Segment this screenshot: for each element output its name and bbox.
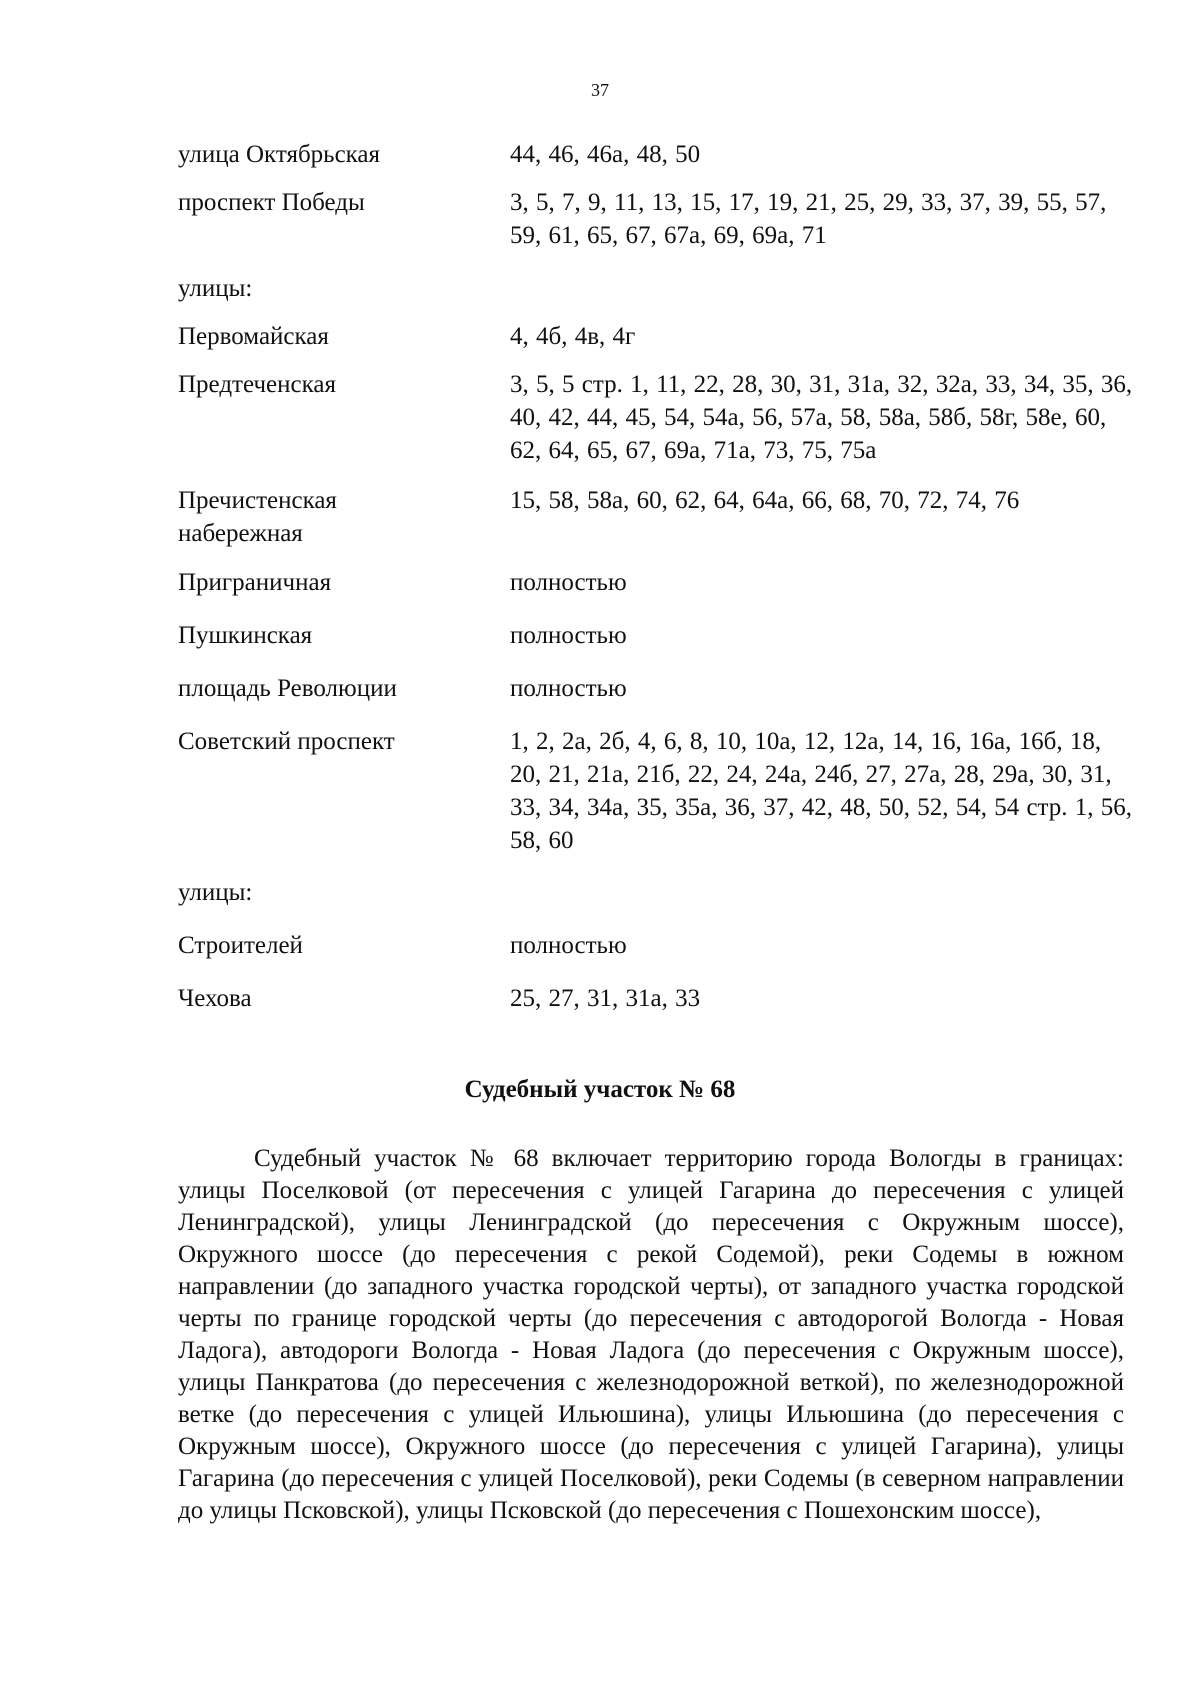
house-numbers: 3, 5, 5 стр. 1, 11, 22, 28, 30, 31, 31а, 32, 32а, 33, 34, 35, 36, 40, 42, 44, 45, 54, 54а, 56, 57а, 58, 58а, 58б, 58г, 58е, 60, 62, 64, 65, 67, 69а, 71а, 73, 75, 75а [510,371,1133,464]
address-row [178,725,1138,857]
street-name: Советский проспект [178,728,395,755]
street-name: Приграничная [178,569,332,596]
address-row [178,186,1138,252]
address-row [178,484,1138,550]
street-group-label: улицы: [178,275,253,302]
house-numbers: 25, 27, 31, 31а, 33 [510,985,701,1012]
address-row [178,982,1138,1015]
house-numbers: 4, 4б, 4в, 4г [510,323,636,350]
street-name: Пречистенская набережная [178,487,337,547]
house-numbers: полностью [510,622,627,649]
address-row [178,320,1138,353]
street-name: проспект Победы [178,189,365,216]
address-row [178,368,1138,467]
address-row [178,138,1138,171]
street-name: площадь Революции [178,675,397,702]
address-row [178,566,1138,599]
street-name: Чехова [178,985,252,1012]
house-numbers: полностью [510,569,627,596]
address-row [178,876,1138,909]
street-name: Предтеченская [178,371,336,398]
house-numbers: 3, 5, 7, 9, 11, 13, 15, 17, 19, 21, 25, 29, 33, 37, 39, 55, 57, 59, 61, 65, 67, 67а, 69, 69а, 71 [510,189,1107,249]
house-numbers: 15, 58, 58а, 60, 62, 64, 64а, 66, 68, 70, 72, 74, 76 [510,487,1020,514]
address-table [178,138,1138,1015]
section-paragraph: Судебный участок № 68 включает территорию города Вологды в границах: улицы Поселковой (от пересечения с улицей Гагарина до пересечения с улицей Ленинградской), улицы Ленинградской (до пересечения с Окружным шоссе), Окружного шоссе (до пересечения с рекой Содемой), реки Содемы в южном направлении (до западного участка городской черты), от западного участка городской черты по границе городской черты (до пересечения с автодорогой Вологда - Новая Ладога), автодороги Вологда - Новая Ладога (до пересечения с Окружным шоссе), улицы Панкратова (до пересечения с железнодорожной веткой), по железнодорожной ветке (до пересечения с улицей Ильюшина), улицы Ильюшина (до пересечения с Окружным шоссе), Окружного шоссе (до пересечения с улицей Гагарина), улицы Гагарина (до пересечения с улицей Поселковой), реки Содемы (в северном направлении до улицы Псковской), улицы Псковской (до пересечения с Пошехонским шоссе), [178,1145,1124,1524]
address-row [178,272,1138,305]
address-row [178,672,1138,705]
section-heading: Судебный участок № 68 [464,1076,736,1103]
street-name: Первомайская [178,323,329,350]
address-row [178,619,1138,652]
page-number: 37 [591,80,609,100]
address-row [178,929,1138,962]
street-name: Строителей [178,932,303,959]
street-name: улица Октябрьская [178,141,381,168]
house-numbers: полностью [510,675,627,702]
street-group-label: улицы: [178,879,253,906]
house-numbers: 1, 2, 2а, 2б, 4, 6, 8, 10, 10а, 12, 12а, 14, 16, 16а, 16б, 18, 20, 21, 21а, 21б, 22, 24, 24а, 24б, 27, 27а, 28, 29а, 30, 31, 33, 34, 34а, 35, 35а, 36, 37, 42, 48, 50, 52, 54, 54 стр. 1, 56, 58, 60 [510,728,1133,854]
street-name: Пушкинская [178,622,313,649]
house-numbers: полностью [510,932,627,959]
house-numbers: 44, 46, 46а, 48, 50 [510,141,701,168]
